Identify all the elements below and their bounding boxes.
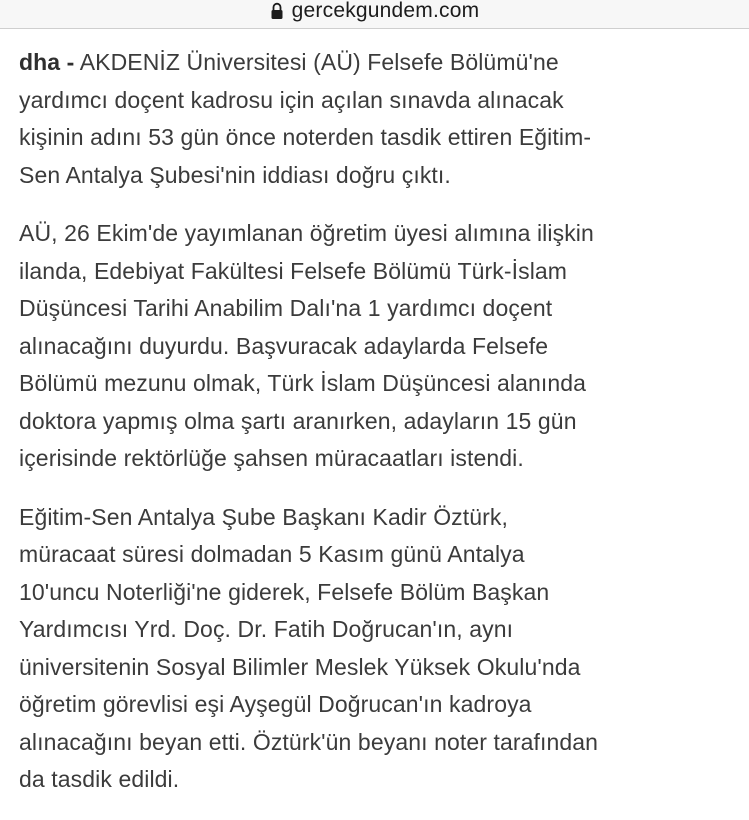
text-line: içerisinde rektörlüğe şahsen müracaatları istendi.	[19, 445, 524, 471]
text-line-content: AKDENİZ Üniversitesi (AÜ) Felsefe Bölümü'ne	[79, 49, 559, 75]
text-line: öğretim görevlisi eşi Ayşegül Doğrucan'ın kadroya	[19, 691, 532, 717]
paragraph-3	[19, 499, 724, 799]
text-line: müracaat süresi dolmadan 5 Kasım günü Antalya	[19, 541, 525, 567]
text-line: doktora yapmış olma şartı aranırken, adayların 15 gün	[19, 407, 577, 434]
domain-text: gercekgundem.com	[291, 0, 480, 22]
text-line: 10'uncu Noterliği'ne giderek, Felsefe Bölüm Başkan	[19, 578, 550, 605]
text-line: alınacağını duyurdu. Başvuracak adaylarda Felsefe	[19, 332, 549, 359]
text-line: üniversitenin Sosyal Bilimler Meslek Yüksek Okulu'nda	[19, 653, 581, 680]
paragraph-2	[19, 215, 724, 478]
text-line: Eğitim-Sen Antalya Şube Başkanı Kadir Öztürk,	[19, 503, 509, 530]
news-source: dha -	[19, 49, 75, 75]
text-line: alınacağını beyan etti. Öztürk'ün beyanı noter tarafından	[19, 728, 599, 755]
paragraph-1	[19, 44, 724, 194]
text-line: AÜ, 26 Ekim'de yayımlanan öğretim üyesi alımına ilişkin	[19, 220, 594, 246]
article-body	[19, 44, 724, 820]
address-bar[interactable]	[0, 0, 749, 29]
lock-icon	[270, 1, 284, 21]
text-line: Düşüncesi Tarihi Anabilim Dalı'na 1 yardımcı doçent	[19, 295, 553, 321]
text-line: yardımcı doçent kadrosu için açılan sınavda alınacak	[19, 86, 564, 113]
text-line: ilanda, Edebiyat Fakültesi Felsefe Bölümü Türk-İslam	[19, 257, 568, 284]
text-line: da tasdik edildi.	[19, 766, 180, 792]
text-line: Yardımcısı Yrd. Doç. Dr. Fatih Doğrucan'ın, aynı	[19, 616, 514, 642]
text-line: Bölümü mezunu olmak, Türk İslam Düşüncesi alanında	[19, 370, 587, 396]
text-line	[19, 44, 724, 82]
text-line: Sen Antalya Şubesi'nin iddiası doğru çıktı.	[19, 161, 451, 188]
text-line: kişinin adını 53 gün önce noterden tasdik ettiren Eğitim-	[19, 124, 592, 150]
